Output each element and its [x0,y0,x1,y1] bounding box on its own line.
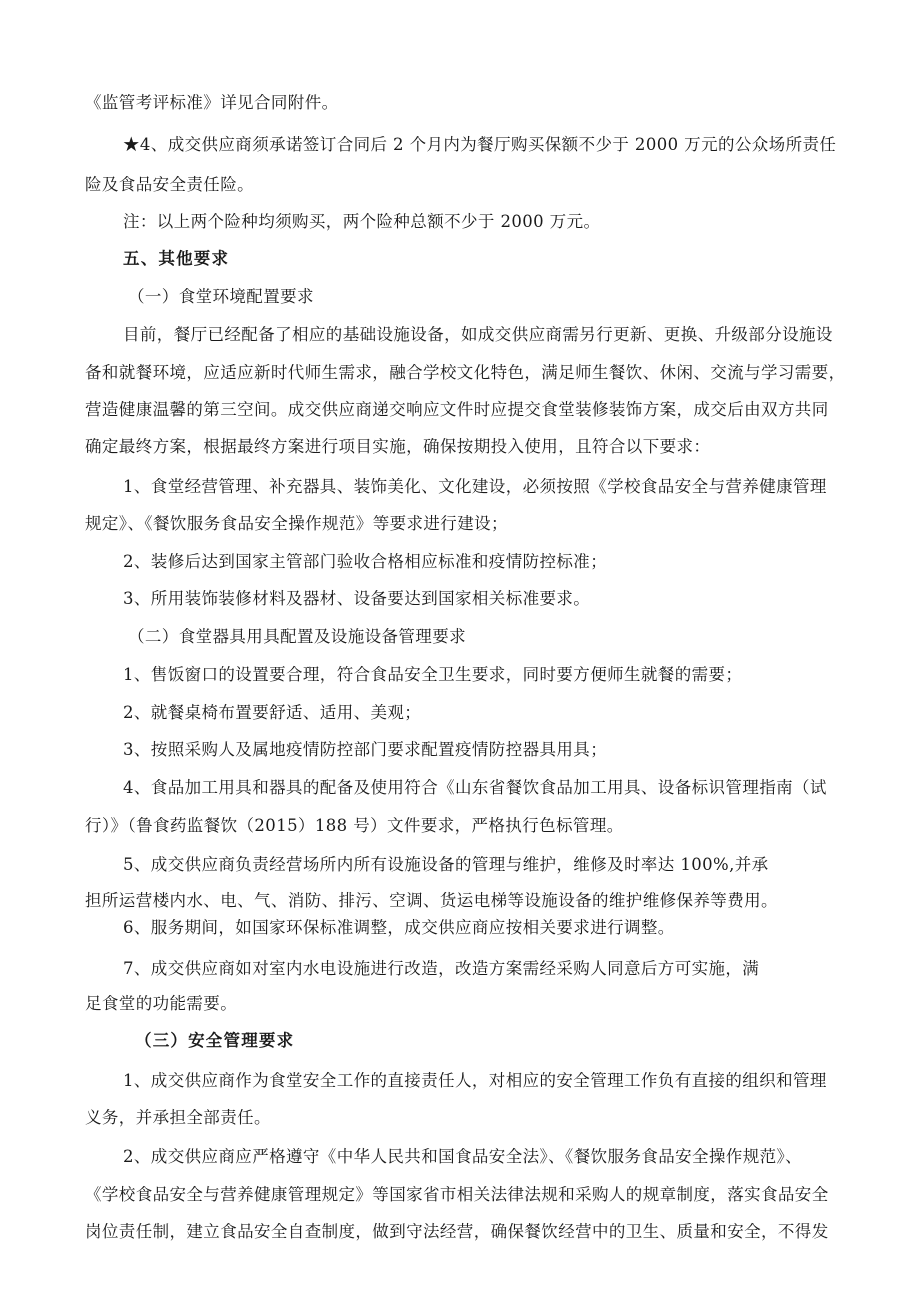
section-heading: 五、其他要求 [123,249,230,268]
text-line: 1、成交供应商作为食堂安全工作的直接责任人，对相应的安全管理工作负有直接的组织和管理 [123,1071,827,1090]
text-line: 《学校食品安全与营养健康管理规定》等国家省市相关法律法规和采购人的规章制度，落实食品安全 [85,1185,829,1204]
text-line: 备和就餐环境，应适应新时代师生需求，融合学校文化特色，满足师生餐饮、休闲、交流与学习需要， [85,363,846,382]
subsection-heading: （一）食堂环境配置要求 [128,287,314,306]
text-line: 确定最终方案，根据最终方案进行项目实施，确保按期投入使用，且符合以下要求： [85,437,711,456]
text-line: 规定》、《餐饮服务食品安全操作规范》等要求进行建设； [85,514,508,533]
text-line: 1、售饭窗口的设置要合理，符合食品安全卫生要求，同时要方便师生就餐的需要； [123,665,743,684]
text-line: 行）》（鲁食药监餐饮（2015）188 号）文件要求，严格执行色标管理。 [85,816,624,835]
text-line: 4、食品加工用具和器具的配备及使用符合《山东省餐饮食品加工用具、设备标识管理指南（试 [123,778,827,797]
text-line: 注：以上两个险种均须购买，两个险种总额不少于 2000 万元。 [123,212,601,231]
text-line: 险及食品安全责任险。 [85,175,254,194]
text-line: 义务，并承担全部责任。 [85,1108,271,1127]
text-line: 3、按照采购人及属地疫情防控部门要求配置疫情防控器具用具； [123,740,608,759]
text-line: 担所运营楼内水、电、气、消防、排污、空调、货运电梯等设施设备的维护维修保养等费用。 [85,891,778,910]
subsection-heading: （三）安全管理要求 [135,1031,295,1050]
subsection-heading: （二）食堂器具用具配置及设施设备管理要求 [128,627,466,646]
text-line: 营造健康温馨的第三空间。成交供应商递交响应文件时应提交食堂装修装饰方案，成交后由双方共同 [85,400,829,419]
text-line: 1、食堂经营管理、补充器具、装饰美化、文化建设，必须按照《学校食品安全与营养健康管理 [123,477,827,496]
text-line: 6、服务期间，如国家环保标准调整，成交供应商应按相关要求进行调整。 [123,918,675,937]
text-line: 目前，餐厅已经配备了相应的基础设施设备，如成交供应商需另行更新、更换、升级部分设施设 [123,325,833,344]
text-line: 《监管考评标准》详见合同附件。 [85,93,339,112]
text-line: 岗位责任制，建立食品安全自查制度，做到守法经营，确保餐饮经营中的卫生、质量和安全，不得发 [85,1222,829,1241]
text-line: 2、装修后达到国家主管部门验收合格相应标准和疫情防控标准； [123,552,608,571]
text-line: 7、成交供应商如对室内水电设施进行改造，改造方案需经采购人同意后方可实施，满 [123,959,760,978]
text-line: 5、成交供应商负责经营场所内所有设施设备的管理与维护，维修及时率达 100%,并承 [123,855,769,874]
text-line: 2、成交供应商应严格遵守《中华人民共和国食品安全法》、《餐饮服务食品安全操作规范》、 [123,1147,803,1166]
text-line: ★4、成交供应商须承诺签订合同后 2 个月内为餐厅购买保额不少于 2000 万元的公众场所责任 [123,135,837,154]
text-line: 足食堂的功能需要。 [85,994,238,1013]
text-line: 2、就餐桌椅布置要舒适、适用、美观； [123,703,422,722]
text-line: 3、所用装饰装修材料及器材、设备要达到国家相关标准要求。 [123,589,591,608]
